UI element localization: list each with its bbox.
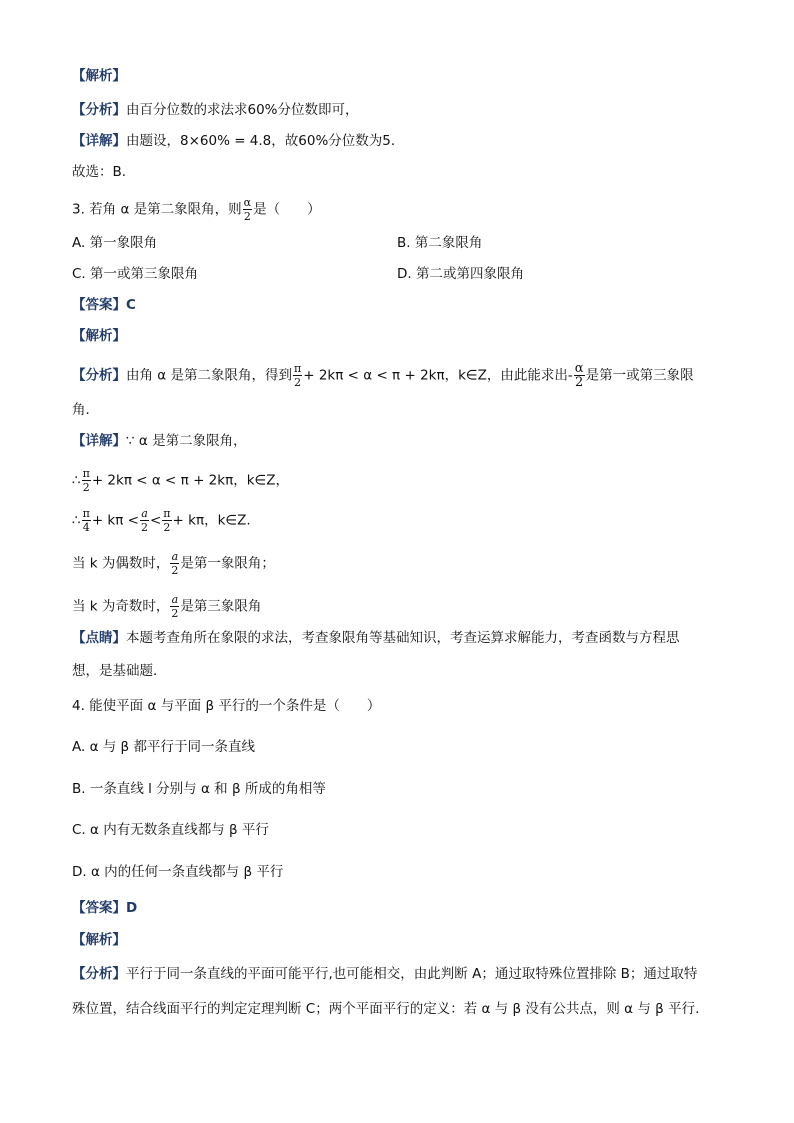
detail-line: 【详解】由题设，8×60% = 4.8，故60%分位数为5． (72, 133, 405, 149)
fraction-a-over-2: $\frac{a}{2}$ (140, 507, 148, 534)
question-4-stem: 4. 能使平面 α 与平面 β 平行的一个条件是（ ） (72, 698, 381, 714)
q3-detail-line: 【详解】∵ α 是第二象限角， (72, 433, 247, 449)
fraction-a-over-2: $\frac{a}{2}$ (171, 550, 179, 577)
q4-jiexi: 【解析】 (72, 932, 126, 948)
q3-option-d: D. 第二或第四象限角 (397, 266, 524, 282)
q4-option-d: D. α 内的任何一条直线都与 β 平行 (72, 864, 284, 880)
q3-option-c: C. 第一或第三象限角 (72, 266, 199, 282)
q3-option-b: B. 第二象限角 (397, 235, 483, 251)
q3-case-odd: 当 k 为奇数时， $\frac{a}{2}$ 是第三象限角 (72, 593, 262, 620)
q3-jiexi: 【解析】 (72, 328, 126, 344)
section-label-jiexi: 【解析】 (72, 68, 126, 84)
q4-option-c: C. α 内有无数条直线都与 β 平行 (72, 822, 269, 838)
q3-analysis-line: 【分析】由角 α 是第二象限角，得到 $\frac{\pi}{2}$ + 2kπ < α < π + 2kπ，k∈Z，由此能求出- $\frac{\alpha}{2}$ 是第一或第三象限 (72, 361, 694, 390)
q3-case-even: 当 k 为偶数时， $\frac{a}{2}$ 是第一象限角； (72, 550, 275, 577)
q4-analysis-line-1: 【分析】平行于同一条直线的平面可能平行,也可能相交，由此判断 A；通过取特殊位置排除 B；通过取特 (72, 966, 698, 982)
fraction-a-over-2: $\frac{a}{2}$ (171, 593, 179, 620)
q3-remark-line-2: 想，是基础题． (72, 663, 167, 679)
question-3-stem: 3. 若角 α 是第二象限角，则 $\frac{\alpha}{2}$ 是（ ） (72, 196, 321, 223)
fraction-alpha-over-2: $\frac{\alpha}{2}$ (574, 361, 584, 390)
q3-answer: 【答案】C (72, 297, 136, 313)
fraction-alpha-over-2: $\frac{\alpha}{2}$ (243, 196, 252, 223)
q3-analysis-cont: 角． (72, 402, 99, 418)
q4-answer: 【答案】D (72, 900, 138, 916)
q3-remark-line-1: 【点睛】本题考查角所在象限的求法，考查象限角等基础知识，考查运算求解能力，考查函数与方程思 (72, 630, 680, 646)
fraction-pi-over-2: $\frac{\pi}{2}$ (82, 467, 90, 494)
fraction-pi-over-4: $\frac{\pi}{4}$ (82, 507, 90, 534)
q4-option-a: A. α 与 β 都平行于同一条直线 (72, 739, 255, 755)
answer-line: 故选：B. (72, 164, 127, 180)
q3-step-2: ∴ $\frac{\pi}{4}$ + kπ < $\frac{a}{2}$ < $\frac{\pi}{2}$ + kπ，k∈Z. (72, 507, 251, 534)
fraction-pi-over-2: $\frac{\pi}{2}$ (163, 507, 171, 534)
q4-analysis-line-2: 殊位置，结合线面平行的判定定理判断 C；两个平面平行的定义：若 α 与 β 没有公共点，则 α 与 β 平行. (72, 1001, 700, 1017)
fraction-pi-over-2: $\frac{\pi}{2}$ (293, 362, 302, 389)
q3-option-a: A. 第一象限角 (72, 235, 158, 251)
q4-option-b: B. 一条直线 l 分别与 α 和 β 所成的角相等 (72, 781, 326, 797)
analysis-line: 【分析】由百分位数的求法求60%分位数即可， (72, 102, 359, 118)
q3-step-1: ∴ $\frac{\pi}{2}$ + 2kπ < α < π + 2kπ，k∈Z， (72, 467, 290, 494)
